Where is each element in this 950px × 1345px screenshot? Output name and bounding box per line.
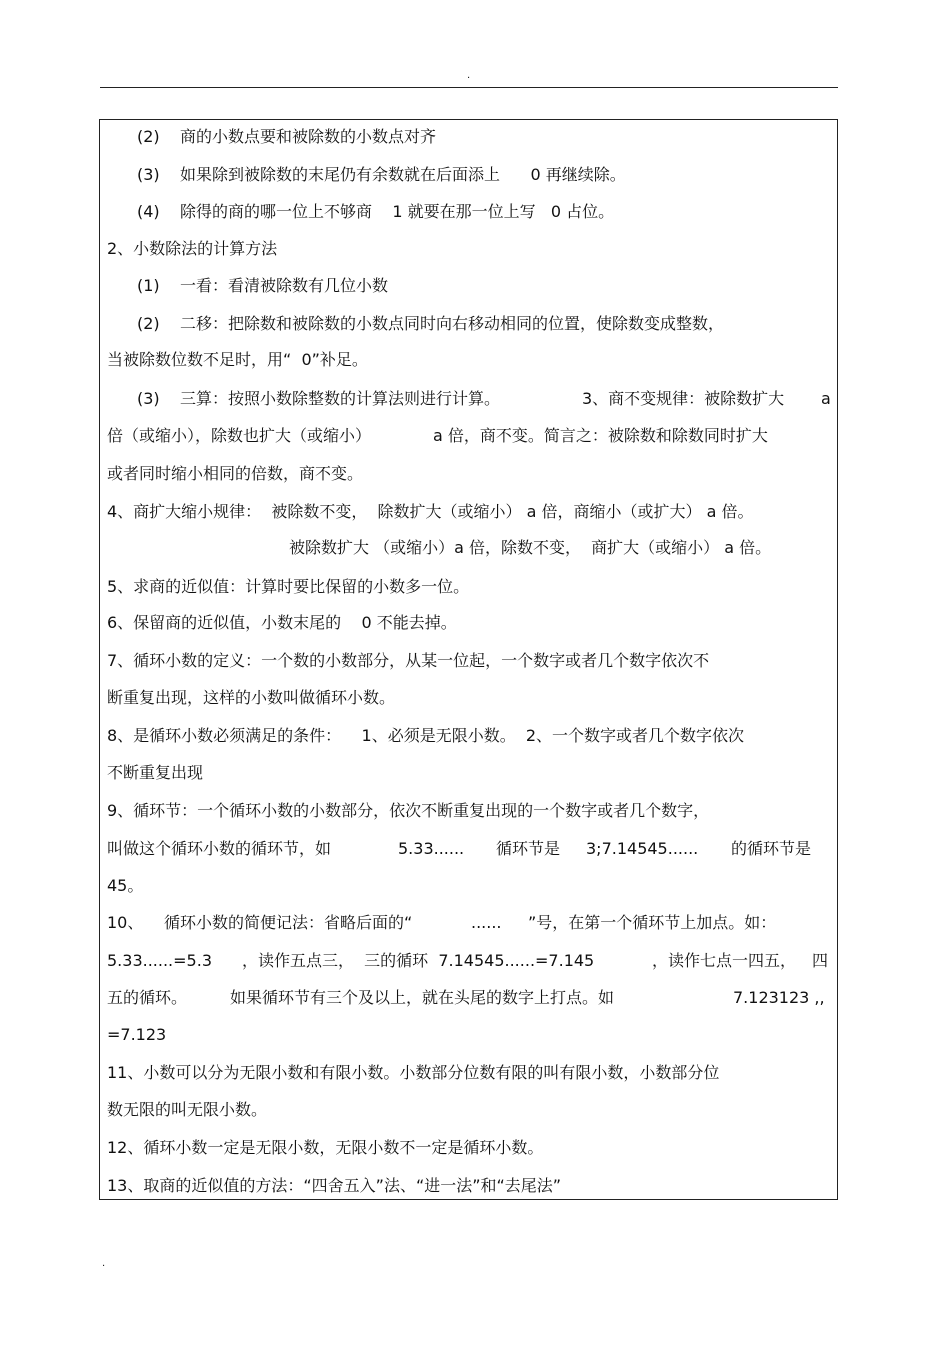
text-line: ”号，在第一个循环节上加点。如： — [528, 913, 777, 932]
text-line: 4、商扩大缩小规律： 被除数不变， 除数扩大（或缩小） a 倍，商缩小（或扩大） a 倍。 — [107, 502, 754, 521]
text-line: 倍（或缩小），除数也扩大（或缩小） — [107, 426, 372, 445]
text-line: 6、保留商的近似值，小数末尾的 0 不能去掉。 — [107, 613, 457, 632]
text-line: 12、循环小数一定是无限小数，无限小数不一定是循环小数。 — [107, 1138, 544, 1157]
text-line: ...... — [471, 913, 502, 932]
header-dot: . — [467, 70, 471, 81]
text-line: =7.123 — [107, 1025, 167, 1044]
footer-dot: . — [102, 1258, 106, 1269]
text-line: (3) 三算：按照小数除整数的计算法则进行计算。 — [137, 389, 501, 408]
text-line: 5.33...... — [398, 839, 465, 858]
text-line: 3、商不变规律：被除数扩大 — [582, 389, 785, 408]
text-line: 或者同时缩小相同的倍数，商不变。 — [107, 464, 364, 483]
text-line: 11、小数可以分为无限小数和有限小数。小数部分位数有限的叫有限小数，小数部分位 — [107, 1063, 720, 1082]
text-line: ，读作七点一四五， — [652, 951, 797, 970]
text-line: 当被除数位数不足时，用“ 0”补足。 — [107, 350, 368, 369]
text-line: 五的循环。 — [107, 988, 188, 1007]
text-line: ，读作五点三， 三的循环 7.14545......=7.145 — [242, 951, 595, 970]
text-line: 断重复出现，这样的小数叫做循环小数。 — [107, 688, 396, 707]
text-line: 循环节是 — [496, 839, 561, 858]
text-line: (4) 除得的商的哪一位上不够商 1 就要在那一位上写 0 占位。 — [137, 202, 615, 221]
text-line: 8、是循环小数必须满足的条件： 1、必须是无限小数。 2、一个数字或者几个数字依次 — [107, 726, 745, 745]
header-rule — [100, 87, 838, 88]
text-line: (2) 商的小数点要和被除数的小数点对齐 — [137, 127, 437, 146]
text-line: 7.123123 ,, — [733, 988, 825, 1007]
text-line: 如果循环节有三个及以上，就在头尾的数字上打点。如 — [230, 988, 615, 1007]
text-line: (2) 二移：把除数和被除数的小数点同时向右移动相同的位置，使除数变成整数， — [137, 314, 725, 333]
text-line: (3) 如果除到被除数的末尾仍有余数就在后面添上 0 再继续除。 — [137, 165, 626, 184]
text-line: 2、小数除法的计算方法 — [107, 239, 278, 258]
text-line: 10、 — [107, 913, 144, 932]
text-line: 四 — [812, 951, 829, 970]
text-line: 叫做这个循环小数的循环节，如 — [107, 839, 332, 858]
text-line: 循环小数的简便记法：省略后面的“ — [164, 913, 413, 932]
text-line: 13、取商的近似值的方法：“四舍五入”法、“进一法”和“去尾法” — [107, 1176, 562, 1195]
text-line: 被除数扩大 （或缩小）a 倍，除数不变， 商扩大（或缩小） a 倍。 — [289, 538, 772, 557]
text-line: 数无限的叫无限小数。 — [107, 1100, 268, 1119]
text-line: a 倍，商不变。简言之：被除数和除数同时扩大 — [433, 426, 768, 445]
text-line: 5.33......=5.3 — [107, 951, 212, 970]
text-line: a — [821, 389, 831, 408]
text-line: 5、求商的近似值：计算时要比保留的小数多一位。 — [107, 577, 470, 596]
text-line: 7、循环小数的定义：一个数的小数部分，从某一位起，一个数字或者几个数字依次不 — [107, 651, 710, 670]
text-line: 45。 — [107, 876, 144, 895]
text-line: (1) 一看：看清被除数有几位小数 — [137, 276, 389, 295]
text-line: 3;7.14545...... — [586, 839, 699, 858]
text-line: 不断重复出现 — [107, 763, 204, 782]
text-line: 的循环节是 — [731, 839, 812, 858]
text-line: 9、循环节：一个循环小数的小数部分，依次不断重复出现的一个数字或者几个数字， — [107, 801, 710, 820]
